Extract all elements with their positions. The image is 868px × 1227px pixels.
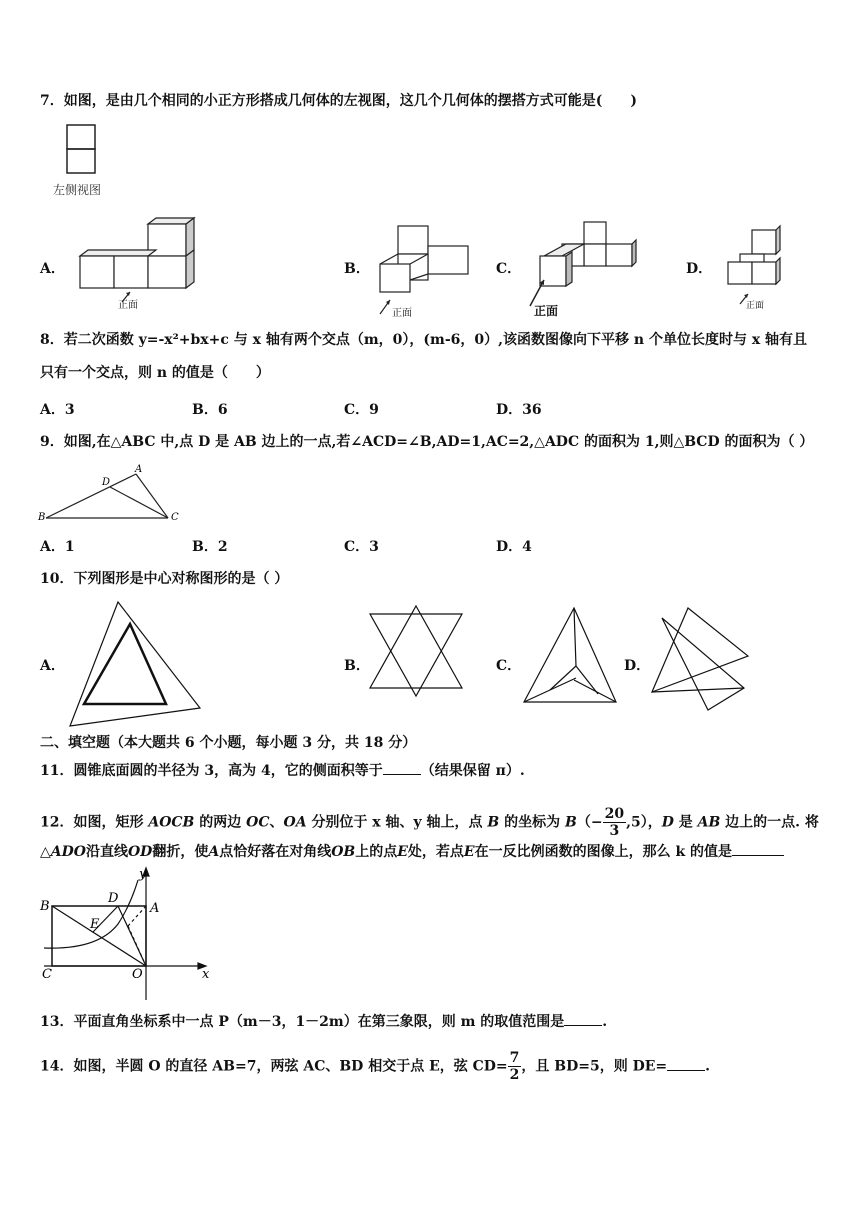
q12-line2-e: 上的点 — [355, 844, 398, 860]
q7-front-label-a: 正面 — [118, 300, 138, 311]
q7-figure-a — [78, 216, 198, 316]
q12-line2 — [40, 843, 784, 861]
q9-label-c: C — [171, 512, 179, 523]
q10-figure-a — [66, 600, 206, 730]
q13-answer-blank[interactable] — [564, 1013, 602, 1026]
q10-option-d[interactable]: D． — [624, 658, 651, 674]
q9-label-d: D — [102, 477, 111, 488]
q11-text — [40, 762, 525, 780]
q7-side-view-figure — [66, 124, 106, 184]
q9-label-b: B — [38, 512, 46, 523]
q7-figure-b — [376, 218, 476, 318]
q12-e2: E — [463, 844, 475, 860]
q7-option-b[interactable]: B． — [344, 261, 370, 277]
q12-fig-label-e: E — [90, 917, 100, 932]
q12-a: A — [208, 844, 220, 860]
q11-text-after: （结果保留 π）. — [420, 763, 525, 779]
q12-ob: OB — [331, 844, 356, 860]
q7-side-view-label: 左侧视图 — [53, 183, 102, 197]
q13-text — [40, 1013, 607, 1031]
q10-option-a[interactable]: A． — [40, 658, 65, 674]
q12-line1 — [40, 806, 819, 839]
q12-mid5: 边上的一点. 将 — [725, 814, 819, 831]
q12-line2-a: △ — [40, 844, 51, 860]
q12-coordinate-figure — [38, 866, 218, 1006]
q7-option-a[interactable]: A． — [40, 261, 65, 277]
q9-option-c[interactable]: C．3 — [344, 539, 379, 555]
q12-oc: OC — [246, 814, 270, 831]
q12-ado: ADO — [50, 844, 86, 860]
q12-frac-num: 20 — [604, 806, 625, 822]
q14-text-before: 14．如图，半圆 O 的直径 AB=7，两弦 AC、BD 相交于点 E，弦 CD= — [40, 1058, 508, 1075]
q12-mid2: 分别位于 x 轴、y 轴上，点 — [311, 814, 483, 831]
q12-d: D — [661, 814, 674, 831]
q7-front-label-d: 正面 — [746, 301, 765, 311]
q12-mid1: 的两边 — [199, 814, 242, 831]
q12-line2-b: 沿直线 — [85, 844, 128, 860]
q14-fraction — [508, 1050, 522, 1083]
q8-option-d[interactable]: D．36 — [496, 402, 542, 418]
q9-option-d[interactable]: D．4 — [496, 539, 532, 555]
q12-fig-label-y: y — [139, 867, 147, 882]
q12-b: B — [487, 814, 500, 831]
q10-figure-c — [520, 606, 620, 706]
q8-option-b[interactable]: B．6 — [192, 402, 228, 418]
q14-text — [40, 1050, 710, 1083]
q10-text: 10．下列图形是中心对称图形的是（ ） — [40, 571, 289, 587]
q9-triangle-figure — [38, 462, 188, 524]
q12-fig-label-d: D — [108, 891, 119, 906]
q12-fraction — [603, 806, 626, 839]
q12-line2-c: 翻折，使 — [152, 844, 209, 860]
q12-line2-g: 在一反比例函数的图像上，那么 k 的值是 — [474, 844, 733, 860]
q8-line1: 8．若二次函数 y=-x²+bx+c 与 x 轴有两个交点（m，0），(m-6，0）,该函数图像向下平移 n 个单位长度时与 x 轴有且 — [40, 332, 808, 348]
q12-fig-label-b: B — [40, 899, 50, 914]
q14-text-after: . — [705, 1058, 710, 1075]
q7-text: 7．如图，是由几个相同的小正方形搭成几何体的左视图，这几个几何体的摆搭方式可能是( ) — [40, 93, 637, 109]
q8-line2: 只有一个交点，则 n 的值是（ ） — [40, 365, 270, 381]
q12-sep: 、 — [269, 814, 284, 831]
q9-text: 9．如图,在△ABC 中,点 D 是 AB 边上的一点,若∠ACD=∠B,AD=1,AC=2,△ADC 的面积为 1,则△BCD 的面积为（ ） — [40, 434, 814, 450]
section2-title: 二、填空题（本大题共 6 个小题，每小题 3 分，共 18 分） — [40, 735, 417, 751]
q12-fig-label-c: C — [42, 967, 52, 982]
q12-line2-f: 处，若点 — [407, 844, 464, 860]
q7-option-c[interactable]: C． — [496, 261, 522, 277]
q14-answer-blank[interactable] — [667, 1058, 705, 1071]
q12-ab: AB — [697, 814, 721, 831]
q12-fig-label-o: O — [132, 967, 143, 982]
q9-label-a: A — [135, 464, 143, 475]
q10-figure-b — [368, 604, 468, 694]
q7-front-label-b: 正面 — [392, 308, 412, 319]
q12-line2-d: 点恰好落在对角线 — [219, 844, 332, 860]
q12-e: E — [397, 844, 408, 860]
q12-aocb: AOCB — [148, 814, 195, 831]
q14-frac-num: 7 — [509, 1050, 520, 1066]
q11-answer-blank[interactable] — [383, 762, 421, 775]
q12-coord-open: （− — [576, 814, 603, 831]
q8-option-a[interactable]: A．3 — [40, 402, 75, 418]
q10-option-c[interactable]: C． — [496, 658, 522, 674]
q12-oa: OA — [283, 814, 307, 831]
q10-option-b[interactable]: B． — [344, 658, 370, 674]
q13-text-before: 13．平面直角坐标系中一点 P（m－3，1－2m）在第三象限，则 m 的取值范围是 — [40, 1014, 565, 1030]
q12-answer-blank[interactable] — [732, 843, 784, 856]
q11-text-before: 11．圆锥底面圆的半径为 3，高为 4，它的侧面积等于 — [40, 763, 383, 779]
q12-fig-label-x: x — [202, 967, 210, 982]
q12-mid3: 的坐标为 — [504, 814, 561, 831]
q13-text-after: . — [602, 1014, 608, 1030]
q14-text-mid: ，且 BD=5，则 DE= — [521, 1058, 668, 1075]
q12-mid4: 是 — [678, 814, 693, 831]
q12-prefix: 12．如图，矩形 — [40, 814, 144, 831]
q7-option-d[interactable]: D． — [686, 261, 713, 277]
q12-b2: B — [565, 814, 577, 831]
q8-option-c[interactable]: C．9 — [344, 402, 379, 418]
q14-frac-den: 2 — [509, 1067, 520, 1083]
q10-figure-d — [648, 606, 758, 716]
q12-od: OD — [127, 844, 153, 860]
q12-fig-label-a: A — [150, 901, 160, 916]
q9-option-b[interactable]: B．2 — [192, 539, 228, 555]
q12-frac-den: 3 — [609, 823, 620, 839]
q9-option-a[interactable]: A．1 — [40, 539, 75, 555]
q7-front-label-c: 正面 — [534, 304, 559, 318]
q12-coord-close: ,5）， — [626, 814, 662, 831]
